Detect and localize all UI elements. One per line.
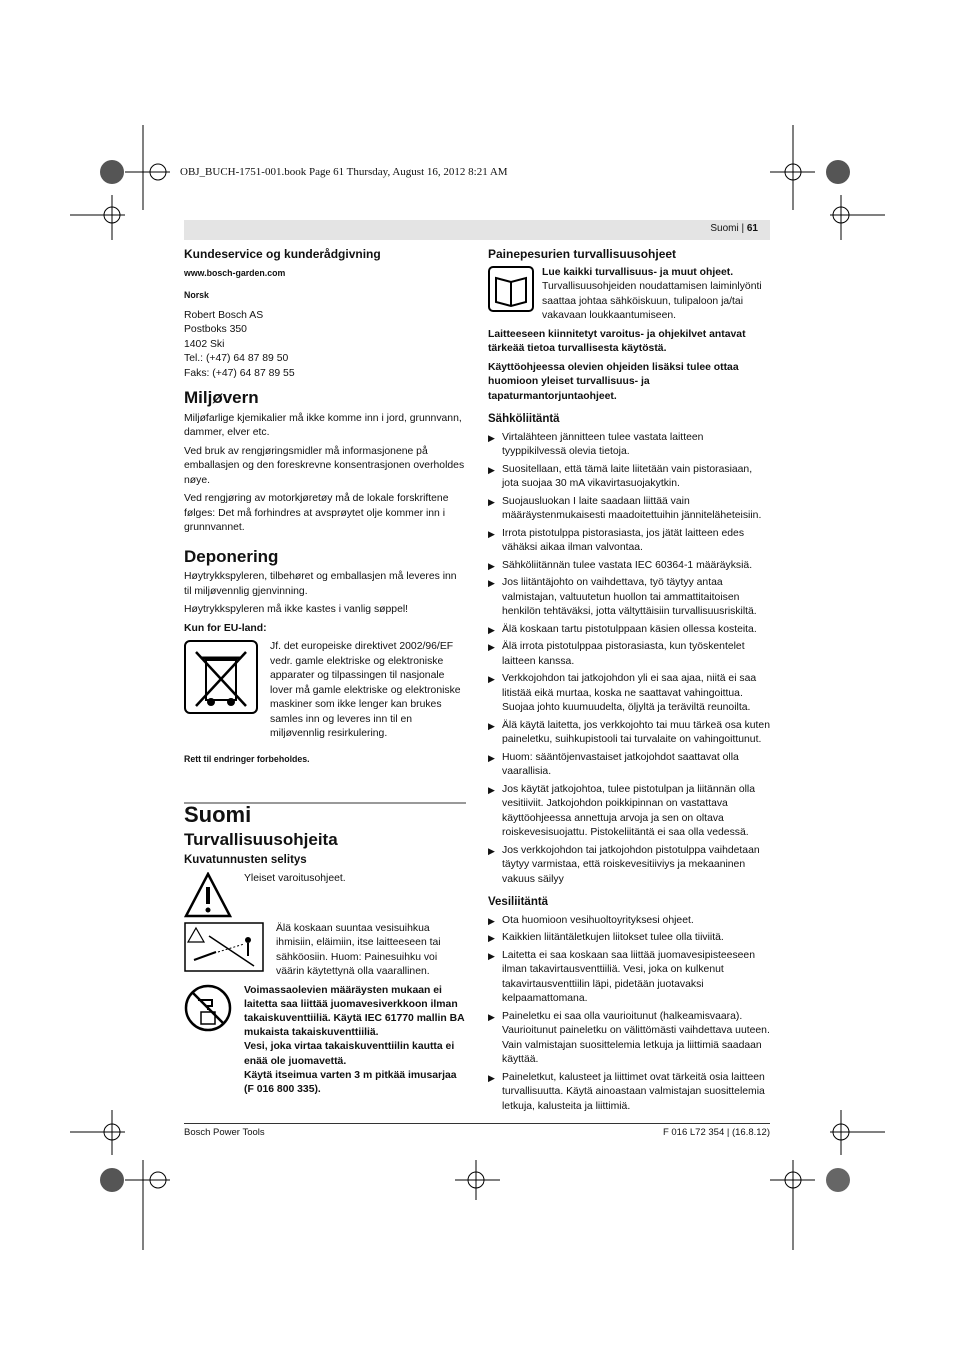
water-line: Voimassaolevien määräysten mukaan ei laitetta saa liittää juomavesiverkkoon ilman takaiskuventtiiliä. Käytä IEC 61770 mallin BA mukaista takaiskuventtiiliä. xyxy=(244,984,465,1039)
address-line: Faks: (+47) 64 87 89 55 xyxy=(184,367,295,379)
list-item-text: Sähköliitännän tulee vastata IEC 60364-1 määräyksiä. xyxy=(502,559,753,571)
list-item xyxy=(488,783,770,841)
list-item-text: Irrota pistotulppa pistorasiasta, jos jätät laitteen edes vähäksi aikaa ilman valvontaa. xyxy=(502,527,745,553)
symbol-spray-text: Älä koskaan suuntaa vesisuihkua ihmisiin, eläimiin, itse laitteeseen tai sähköosiin. Huom: Painesuihku voi väärin käytettynä olla vaarallinen. xyxy=(276,922,441,977)
list-item xyxy=(488,431,770,460)
list-item-text: Jos verkkojohdon tai jatkojohdon pistotulppa vaihdetaan täytyy varmistaa, että roiskevesitiiviys ja mekaaninen vakuus säilyy xyxy=(502,844,760,885)
bullet-arrow-icon: ▶ xyxy=(488,528,495,539)
bullet-arrow-icon: ▶ xyxy=(488,624,495,635)
left-column xyxy=(184,247,466,1101)
list-item-text: Älä irrota pistotulppaa pistorasiasta, kun työskentelet laitteen kanssa. xyxy=(502,641,745,667)
bullet-arrow-icon: ▶ xyxy=(488,933,495,943)
bullet-arrow-icon: ▶ xyxy=(488,432,495,443)
right-column xyxy=(488,247,770,1120)
list-item-text: Verkkojohdon tai jatkojohdon yli ei saa ajaa, niitä ei saa litistää eikä murtaa, koska ne saattavat vahingoittua. Suojaa johto kuumuudelta, öljyltä ja teräviltä reunoilta. xyxy=(502,673,757,713)
list-item-text: Laitetta ei saa koskaan saa liittää juomavesipisteeseen ilman takavirtausventtiiliä. Vesi, joka on kulkenut takavirtausventtiilin läpi, pidetään juotavaksi kelpaamattomana. xyxy=(502,949,755,1004)
symbol-water-row xyxy=(184,984,466,1098)
list-item-text: Ota huomioon vesihuoltoyrityksesi ohjeet. xyxy=(502,914,694,926)
list-item-text: Kaikkien liitäntäletkujen liitokset tulee olla tiiviitä. xyxy=(502,932,724,943)
bullet-arrow-icon: ▶ xyxy=(488,752,495,763)
website-url: www.bosch-garden.com xyxy=(184,267,286,278)
water-line: Vesi, joka virtaa takaiskuventtiilin kautta ei enää ole juomavettä. xyxy=(244,1041,455,1067)
paragraph: Miljøfarlige kjemikalier må ikke komme inn i jord, grunnvann, dammer, elver etc. xyxy=(184,412,462,438)
bullet-arrow-icon: ▶ xyxy=(488,496,495,507)
list-item xyxy=(488,949,770,1007)
footer-left: Bosch Power Tools xyxy=(184,1127,265,1138)
page-header xyxy=(184,220,770,240)
sahkoliitanta-heading: Sähköliitäntä xyxy=(488,413,560,425)
address-line: Postboks 350 xyxy=(184,324,247,335)
bold-notice: Laitteeseen kiinnitetyt varoitus- ja ohjekilvet antavat tärkeää tietoa turvallisesta käytöstä. xyxy=(488,328,746,354)
warning-triangle-icon xyxy=(184,872,232,918)
address-line: Robert Bosch AS xyxy=(184,309,264,321)
list-item xyxy=(488,463,770,492)
symbol-spray-row xyxy=(184,922,466,980)
vesiliitanta-heading: Vesiliitäntä xyxy=(488,896,549,908)
painepesuri-heading: Painepesurien turvallisuusohjeet xyxy=(488,247,677,261)
list-item-text: Paineletku ei saa olla vaurioitunut (halkeamisvaara). Vaurioitunut paineletku on välittömästi vaihdettava uuteen. Vain valmistajan suosittelemia letkuja ja liittimiä saadaan käyttää. xyxy=(502,1010,770,1065)
manual-text xyxy=(542,266,770,324)
bullet-arrow-icon: ▶ xyxy=(488,720,495,731)
list-item-text: Jos käytät jatkojohtoa, tulee pistotulpan ja liitännän olla vesitiiviit. Jatkojohdon poikkipinnan on vastattava käyttöohjeessa annettuja arvoja ja sen on oltava roiskevesisuojattu. Pistokeliitäntä ei saa olla vedessä. xyxy=(502,783,756,838)
manual-book-icon xyxy=(488,266,534,312)
list-item xyxy=(488,1010,770,1068)
address-block xyxy=(184,309,466,382)
turvallisuus-heading: Turvallisuusohjeita xyxy=(184,829,338,849)
eu-directive-text: Jf. det europeiske direktivet 2002/96/EF vedr. gamle elektriske og elektroniske apparater og tilpassingen til nasjonale lover må gamle elektriske og elektroniske maskiner som ikke lenger kan brukes samles inn og leveres inn til en miljøvennlig resirkulering. xyxy=(270,641,461,739)
weee-block xyxy=(184,640,466,742)
list-item-text: Huom: sääntöjenvastaiset jatkojohdot saattavat olla vaarallisia. xyxy=(502,751,739,777)
bullet-arrow-icon: ▶ xyxy=(488,784,495,795)
list-item xyxy=(488,931,770,946)
list-item-text: Suojausluokan I laite saadaan liittää vain määräystenmukaisesti maadoitettuihin jänniteläheteisiin. xyxy=(502,495,762,521)
no-drinking-water-icon xyxy=(184,984,232,1032)
bullet-arrow-icon: ▶ xyxy=(488,950,495,961)
list-item xyxy=(488,1071,770,1115)
bullet-arrow-icon: ▶ xyxy=(488,578,495,588)
list-item xyxy=(488,640,770,669)
suomi-heading: Suomi xyxy=(184,802,252,827)
print-info-line: OBJ_BUCH-1751-001.book Page 61 Thursday, August 16, 2012 8:21 AM xyxy=(180,166,508,178)
rett-note: Rett til endringer forbeholdes. xyxy=(184,753,310,764)
bullet-arrow-icon: ▶ xyxy=(488,915,495,926)
list-item-text: Paineletkut, kalusteet ja liittimet ovat tärkeitä osia laitteen turvallisuutta. Käytä ainoastaan valmistajan suosittelemia letkuja, kalusteita ja liittimiä. xyxy=(502,1071,765,1112)
manual-rest: Turvallisuusohjeiden noudattamisen laiminlyönti saattaa johtaa sähköiskuun, tulipaloon ja/tai vakavaan loukkaantumiseen. xyxy=(542,281,762,321)
spray-warning-icon xyxy=(184,922,264,972)
symbol-warning-row xyxy=(184,872,466,918)
list-item-text: Virtalähteen jännitteen tulee vastata laitteen tyyppikilvessä olevia tietoja. xyxy=(502,431,704,457)
list-item xyxy=(488,914,770,929)
list-item-text: Suositellaan, että tämä laite liitetään vain pistorasiaan, jota suojaa 30 mA vikavirtasuojakytkin. xyxy=(502,463,753,489)
paragraph: Ved rengjøring av motorkjøretøy må de lokale forskriftene følges: Det må forhindres at avsprøytet olje kommer inn i grunnvannet. xyxy=(184,493,449,533)
header-section: Suomi xyxy=(710,223,739,234)
list-item xyxy=(488,623,770,638)
manual-row xyxy=(488,266,770,324)
address-line: Tel.: (+47) 64 87 89 50 xyxy=(184,353,289,364)
bullet-arrow-icon: ▶ xyxy=(488,642,495,652)
header-separator: | xyxy=(741,223,745,234)
list-item xyxy=(488,844,770,888)
bullet-arrow-icon: ▶ xyxy=(488,845,495,856)
list-item xyxy=(488,576,770,620)
list-item xyxy=(488,559,770,574)
weee-bin-icon xyxy=(184,640,258,714)
list-item xyxy=(488,719,770,748)
manual-bold: Lue kaikki turvallisuus- ja muut ohjeet. xyxy=(542,266,734,278)
bullet-arrow-icon: ▶ xyxy=(488,1072,495,1083)
header-text xyxy=(710,223,758,234)
kundeservice-heading: Kundeservice og kunderådgivning xyxy=(184,247,381,261)
sahko-list xyxy=(488,431,770,888)
symbol-water-text xyxy=(240,984,466,1098)
miljovern-heading: Miljøvern xyxy=(184,388,259,407)
list-item-text: Älä käytä laitetta, jos verkkojohto tai muu tärkeä osa kuten paineletku, suihkupistooli tai turvalaite on vahingoittunut. xyxy=(502,719,770,745)
list-item-text: Älä koskaan tartu pistotulppaan käsien ollessa kosteita. xyxy=(502,623,757,635)
bullet-arrow-icon: ▶ xyxy=(488,674,495,684)
list-item-text: Jos liitäntäjohto on vaihdettava, työ täytyy antaa valmistajan, valtuutetun huollon tai ammattitaitoisen henkilön tehtäväksi, jotta vältyttäisiin turvallisuusriskiltä. xyxy=(502,577,757,617)
bullet-arrow-icon: ▶ xyxy=(488,560,495,571)
list-item xyxy=(488,751,770,780)
vesi-list xyxy=(488,914,770,1115)
paragraph: Høytrykkspyleren, tilbehøret og emballasjen må leveres inn til miljøvennlig gjenvinning. xyxy=(184,571,457,597)
symbol-warning-text: Yleiset varoitusohjeet. xyxy=(244,872,346,884)
page-number: 61 xyxy=(746,223,758,234)
bold-notice: Käyttöohjeessa olevien ohjeiden lisäksi tulee ottaa huomioon yleiset turvallisuus- ja tapaturmantorjuntaohjeet. xyxy=(488,361,739,402)
bullet-arrow-icon: ▶ xyxy=(488,1011,495,1022)
kuvatunnusten-heading: Kuvatunnusten selitys xyxy=(184,854,307,866)
list-item xyxy=(488,527,770,556)
paragraph: Ved bruk av rengjøringsmidler må informasjonene på emballasjen og den foreskrevne konsentrasjonen overholdes nøye. xyxy=(184,445,465,486)
list-item xyxy=(488,672,770,716)
country-label: Norsk xyxy=(184,290,209,300)
list-item xyxy=(488,495,770,524)
paragraph: Høytrykkspyleren må ikke kastes i vanlig søppel! xyxy=(184,604,409,615)
footer-rule xyxy=(184,1123,770,1124)
bullet-arrow-icon: ▶ xyxy=(488,464,495,475)
deponering-heading: Deponering xyxy=(184,546,279,566)
address-line: 1402 Ski xyxy=(184,338,225,350)
eu-heading: Kun for EU-land: xyxy=(184,622,267,634)
water-line: Käytä itseimua varten 3 m pitkää imusarjaa (F 016 800 335). xyxy=(244,1069,457,1095)
footer-right: F 016 L72 354 | (16.8.12) xyxy=(662,1127,770,1138)
